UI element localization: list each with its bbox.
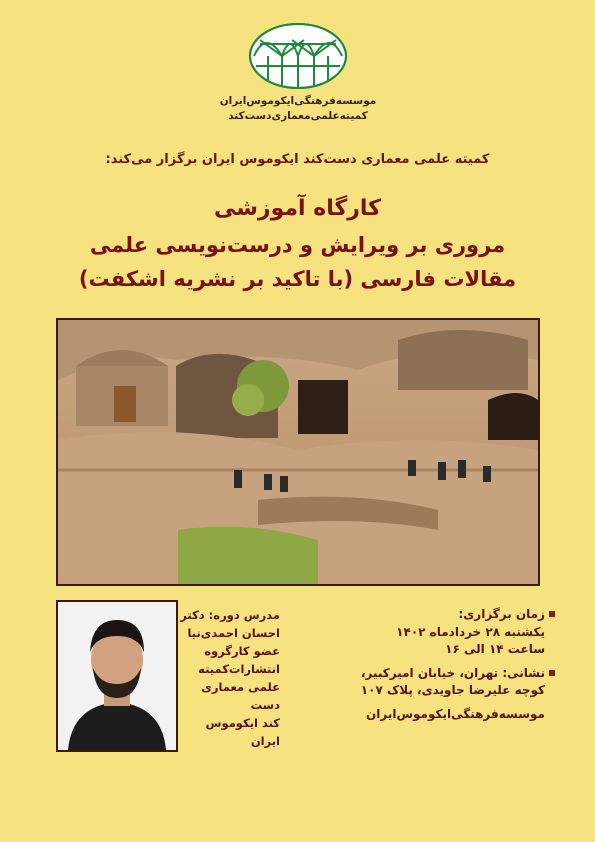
instructor-line: مدرس دوره: دکتر <box>180 608 280 622</box>
event-date: یکشنبه ۲۸ خردادماه ۱۴۰۲ <box>396 624 545 639</box>
title-line-3: مقالات فارسی (با تاکید بر نشریه اشکفت) <box>78 267 517 291</box>
person-icon <box>58 602 176 750</box>
bullet-icon <box>549 670 555 676</box>
address-row-2 <box>300 682 555 700</box>
landscape-image <box>58 320 538 584</box>
org-name: موسسه‌فرهنگی‌ایکوموس‌ایران <box>219 95 377 107</box>
instructor-info <box>180 606 280 750</box>
bullet-icon <box>549 611 555 617</box>
village-photo <box>56 318 540 586</box>
venue-row <box>300 706 555 724</box>
address-row <box>300 665 555 683</box>
address-line-2: کوچه علیرضا جاویدی، پلاک ۱۰۷ <box>360 683 545 697</box>
instructor-line: عضو کارگروه <box>204 644 280 658</box>
instructor-line: انتشارات‌کمیته <box>198 662 280 676</box>
hours-row <box>300 641 555 659</box>
event-details <box>300 606 555 723</box>
address-line-1: نشانی: تهران، خیابان امیرکبیر، <box>360 665 545 680</box>
title-line-1: کارگاه آموزشی <box>214 196 381 221</box>
org-committee: کمیته‌علمی‌معماری‌دست‌کند <box>228 110 368 122</box>
instructor-line: احسان احمدی‌نیا <box>187 626 280 640</box>
event-hours: ساعت ۱۴ الی ۱۶ <box>445 642 545 656</box>
intro-line: کمیته علمی معماری دست‌کند ایکوموس ایران برگزار می‌کند: <box>105 152 490 167</box>
date-row <box>300 624 555 642</box>
instructor-portrait <box>56 600 178 752</box>
icomos-logo-icon <box>246 20 350 92</box>
title-line-2: مروری بر ویرایش و درست‌نویسی علمی <box>89 233 506 257</box>
instructor-line: علمی معماری دست <box>201 680 280 712</box>
time-label-row <box>300 606 555 624</box>
venue-name: موسسه‌فرهنگی‌ایکوموس‌ایران <box>366 706 545 721</box>
time-label: زمان برگزاری: <box>458 607 545 621</box>
instructor-line: کند ایکوموس ایران <box>205 716 280 748</box>
